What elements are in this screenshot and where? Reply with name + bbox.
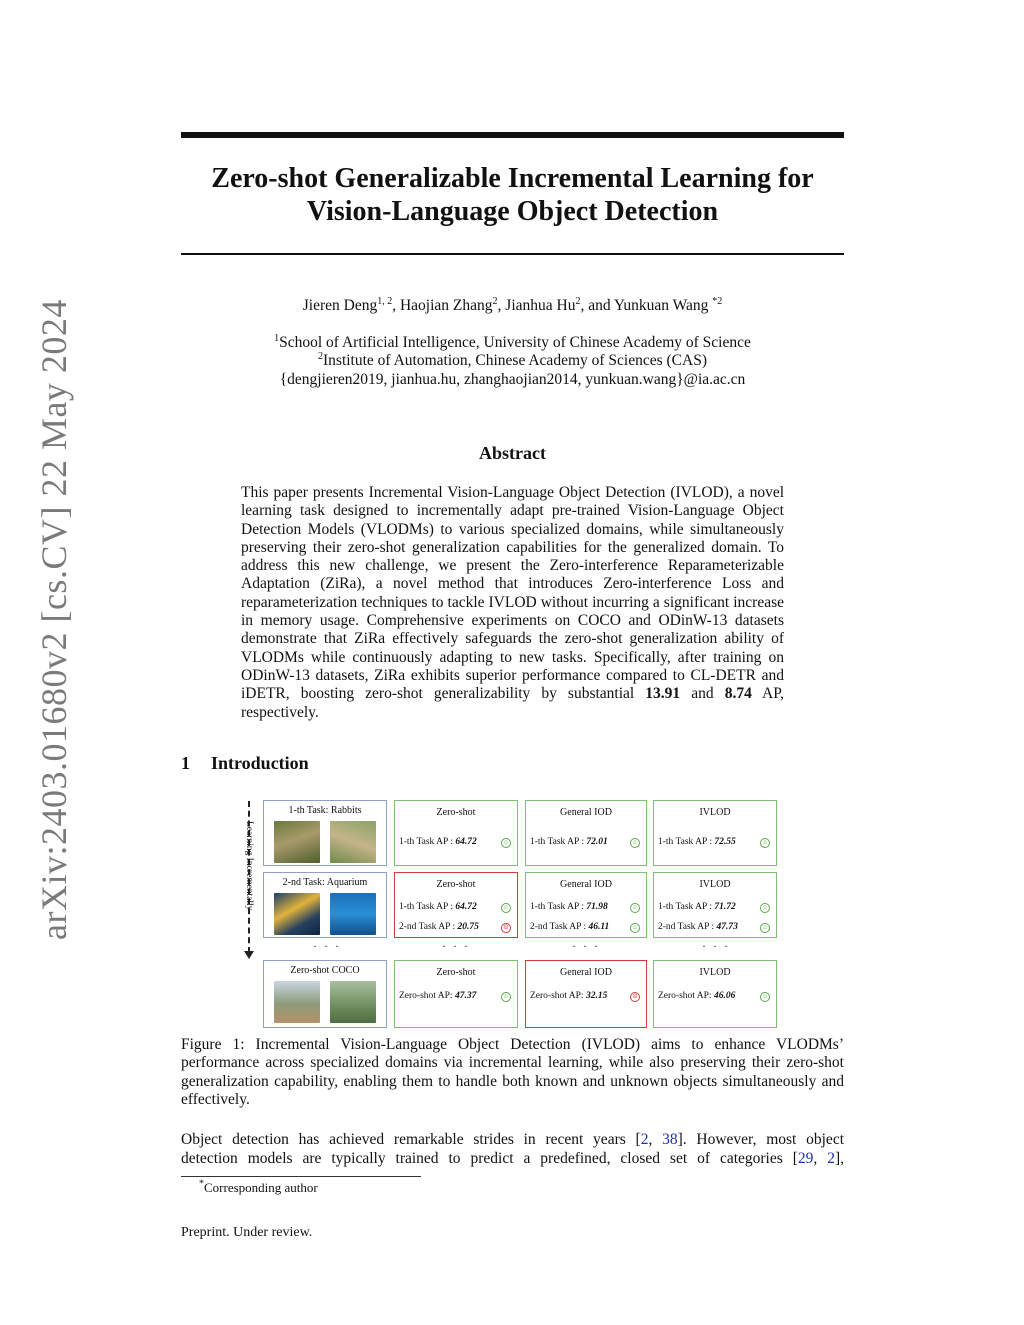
citation-link[interactable]: 29 xyxy=(797,1149,814,1167)
zero-shot-task1-box: Zero-shot 1-th Task AP : 64.72 ☺ xyxy=(394,800,518,866)
task3-panel xyxy=(263,960,387,1028)
citation-link[interactable]: 38 xyxy=(662,1131,678,1148)
coco-photo-2 xyxy=(330,981,376,1023)
task3-title: Zero-shot COCO xyxy=(290,965,360,976)
ivlod-task1-box: IVLOD 1-th Task AP : 72.55 ☺ xyxy=(653,800,777,866)
title-bottom-rule xyxy=(181,253,844,255)
abstract-text: This paper presents Incremental Vision-Language Object Detection (IVLOD), a novel learning task designed to incrementally adapt pre-trained Vision-Language Object Detection Models (VLODMs) to various specialized domains, while simultaneously preserving their zero-shot generalization capabilities for the generalized domain. To address this new challenge, we present the Zero-interference Reparameterizable Adaptation (ZiRa), a novel method that introduces Zero-interference Loss and reparameterization techniques to tackle IVLOD without incurring a significant increase in memory usage. Comprehensive experiments on COCO and ODinW-13 datasets demonstrate that ZiRa effectively safeguards the zero-shot generalization ability of VLODMs while continuously adapting to new tasks. Specifically, after training on ODinW-13 datasets, ZiRa exhibits superior performance compared to CL-DETR and iDETR, boosting zero-shot generalizability by substantial 13.91 and 8.74 AP, respectively. xyxy=(241,484,784,721)
smile-icon: ☺ xyxy=(502,840,510,846)
smile-icon: ☺ xyxy=(631,925,639,931)
zero-shot-task2-box: Zero-shot 1-th Task AP : 64.72 ☺ 2-nd Task AP : 20.75 ☹ xyxy=(394,872,518,938)
section-heading-introduction: 1 Introduction xyxy=(181,753,309,773)
footnote: *Corresponding author xyxy=(199,1178,318,1195)
task2-title: 2-nd Task: Aquarium xyxy=(282,877,368,888)
rabbit-photo-2 xyxy=(330,821,376,863)
citation-link[interactable]: 2 xyxy=(827,1149,835,1167)
authors: Jieren Deng$^{1, 2}$, Haojian Zhang$^2$, Jianhua Hu$^2$, and Yunkuan Wang $^{*2}$ xyxy=(302,295,723,314)
body-paragraph: Object detection has achieved remarkable strides in recent years [2, 38]. However, most object detection models are typically trained to predict a predefined, closed set of categories [29, 2], xyxy=(181,1131,845,1167)
zero-shot-coco-box: Zero-shot Zero-shot AP: 47.37 ☺ xyxy=(394,960,518,1028)
general-iod-coco-box: General IOD Zero-shot AP: 32.15 ☹ xyxy=(525,960,647,1028)
smile-icon: ☺ xyxy=(631,840,639,846)
citation-link[interactable]: 2 xyxy=(640,1131,649,1148)
affiliation-1: $^1$School of Artificial Intelligence, University of Chinese Academy of Science xyxy=(274,332,751,351)
affiliation-2: $^2$Institute of Automation, Chinese Academy of Sciences (CAS) xyxy=(318,350,707,369)
ellipsis-dots: · · · xyxy=(442,939,470,953)
down-arrow-icon xyxy=(244,951,254,959)
task2-panel xyxy=(263,872,387,938)
ellipsis-dots: · · · xyxy=(572,939,600,953)
smile-icon: ☺ xyxy=(631,905,639,911)
smile-icon: ☺ xyxy=(502,994,510,1000)
aquarium-photo-2 xyxy=(330,893,376,935)
paper-title: Zero-shot Generalizable Incremental Learning for Vision-Language Object Detection xyxy=(211,163,814,227)
smile-icon: ☺ xyxy=(502,905,510,911)
footnote-rule xyxy=(181,1176,421,1177)
smile-icon: ☺ xyxy=(761,994,769,1000)
frown-icon: ☹ xyxy=(630,992,640,1002)
general-iod-task2-box: General IOD 1-th Task AP : 71.98 ☺ 2-nd Task AP : 46.11 ☺ xyxy=(525,872,647,938)
ellipsis-dots: · · · xyxy=(702,939,730,953)
ivlod-task2-box: IVLOD 1-th Task AP : 71.72 ☺ 2-nd Task AP : 47.73 ☺ xyxy=(653,872,777,938)
smile-icon: ☺ xyxy=(761,925,769,931)
title-top-rule xyxy=(181,132,844,138)
task1-panel xyxy=(263,800,387,866)
general-iod-task1-box: General IOD 1-th Task AP : 72.01 ☺ xyxy=(525,800,647,866)
abstract-heading: Abstract xyxy=(479,443,546,463)
rabbit-photo-1 xyxy=(274,821,320,863)
ellipsis-dots: · · · xyxy=(313,939,341,953)
aquarium-photo-1 xyxy=(274,893,320,935)
author-emails: {dengjieren2019, jianhua.hu, zhanghaojian2014, yunkuan.wang}@ia.ac.cn xyxy=(279,371,746,388)
coco-photo-1 xyxy=(274,981,320,1023)
smile-icon: ☺ xyxy=(761,905,769,911)
task1-title: 1-th Task: Rabbits xyxy=(288,805,362,816)
frown-icon: ☹ xyxy=(501,923,511,933)
ivlod-coco-box: IVLOD Zero-shot AP: 46.06 ☺ xyxy=(653,960,777,1028)
smile-icon: ☺ xyxy=(761,840,769,846)
figure-1: Learning Incrementally 1-th Task: Rabbits 2-nd Task: Aquarium Zero-shot COCO Zero-shot 1-th Task AP : 64.72 ☺ General IOD 1-th Task AP : 72.01 ☺ IVLOD 1-th Task AP : 72.55 ☺ Zero-shot 1-th Task AP : 64.72 ☺ 2-nd Task AP : 20.75 ☹ General IOD 1-th Task AP : 71.98 ☺ 2-nd Task AP : 46.11 ☺ IVLOD 1-th Task AP : 71.72 ☺ 2-nd Task AP : 47.73 ☺ · · · · · · · · · · · · Zero-shot Zero-shot AP: 47.37 ☺ General IOD Zero-shot AP: 32.15 ☹ IVLOD Zero-shot AP: 46.06 ☺ xyxy=(240,795,784,1030)
preprint-notice: Preprint. Under review. xyxy=(181,1225,313,1240)
figure-caption: Figure 1: Incremental Vision-Language Object Detection (IVLOD) aims to enhance VLODMs’ performance across specialized domains via incremental learning, while also preserving their zero-shot generalization capability, enabling them to handle both known and unknown objects simultaneously and effectively. xyxy=(181,1036,844,1108)
